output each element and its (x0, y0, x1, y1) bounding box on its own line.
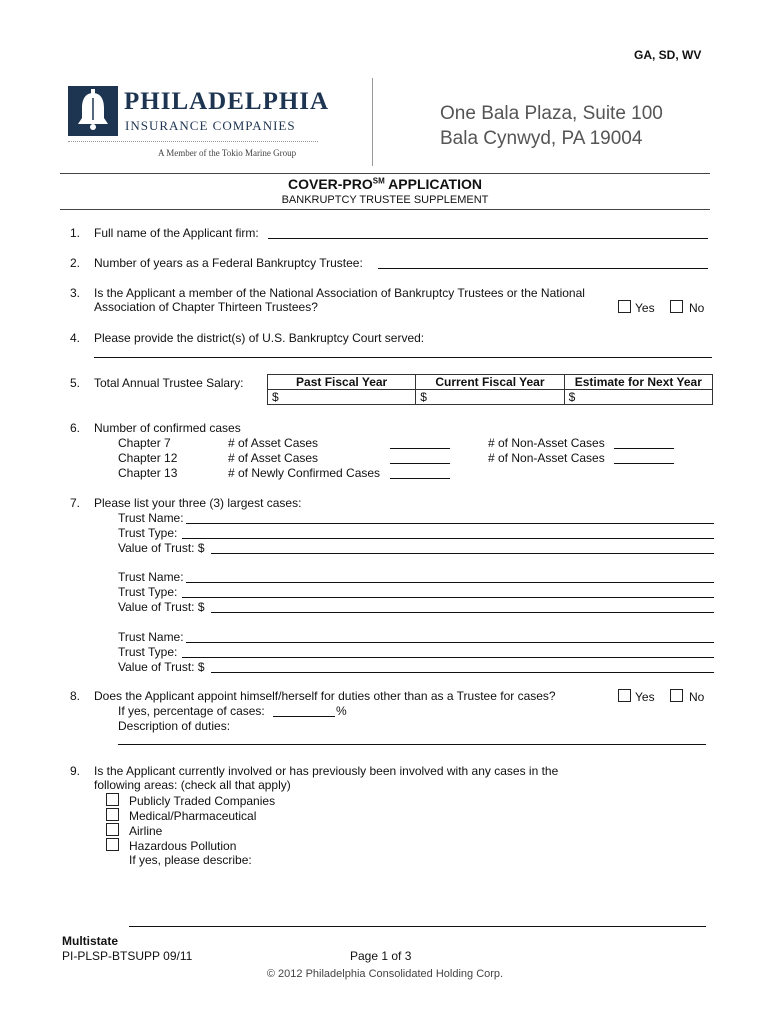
q3-no-label: No (689, 301, 705, 315)
q8-no-checkbox[interactable] (670, 689, 683, 702)
q8-label: Does the Applicant appoint himself/herself for duties other than as a Trustee for cases? (94, 689, 556, 703)
title-rule-bottom (60, 209, 710, 210)
q9-medical-label: Medical/Pharmaceutical (129, 809, 257, 823)
ch13-newly-field[interactable] (390, 478, 450, 479)
salary-table (267, 374, 713, 405)
ch12-asset-field[interactable] (390, 463, 450, 464)
q7-number: 7. (69, 496, 80, 510)
q4-label: Please provide the district(s) of U.S. Bankruptcy Court served: (94, 331, 425, 345)
address-line1: One Bala Plaza, Suite 100 (440, 103, 663, 124)
q3-number: 3. (69, 286, 80, 300)
q3-no-option[interactable] (670, 300, 704, 315)
case2-type-field[interactable] (182, 597, 714, 598)
q9-pollution-checkbox[interactable] (106, 838, 119, 851)
ch7-label: Chapter 7 (118, 436, 171, 450)
q3-yes-label: Yes (635, 301, 655, 315)
liberty-bell-icon (68, 86, 118, 136)
q3-label-line1: Is the Applicant a member of the National Association of Bankruptcy Trustees or the National (94, 286, 585, 300)
ch12-nonasset-field[interactable] (614, 463, 674, 464)
q3-label-line2: Association of Chapter Thirteen Trustees? (94, 300, 318, 314)
q8-no-label: No (689, 690, 705, 704)
footer-form-id: PI-PLSP-BTSUPP 09/11 (62, 949, 193, 963)
q9-option-pollution[interactable] (106, 838, 236, 853)
q1-label: Full name of the Applicant firm: (94, 226, 259, 240)
q9-number: 9. (69, 764, 80, 778)
q6-label: Number of confirmed cases (94, 421, 241, 435)
q8-description-field[interactable] (118, 744, 706, 745)
q9-option-public[interactable] (106, 793, 275, 808)
q2-label: Number of years as a Federal Bankruptcy Trustee: (94, 256, 363, 270)
q4-districts-field[interactable] (94, 357, 712, 358)
case3-value-field[interactable] (211, 672, 714, 673)
q9-describe-label: If yes, please describe: (129, 853, 252, 867)
q6-number: 6. (69, 421, 80, 435)
case2-name-label: Trust Name: (118, 570, 184, 584)
ch7-nonasset-label: # of Non-Asset Cases (488, 436, 605, 450)
q3-yes-option[interactable] (618, 300, 655, 315)
q3-no-checkbox[interactable] (670, 300, 683, 313)
page-subtitle: BANKRUPTCY TRUSTEE SUPPLEMENT (281, 194, 489, 206)
page-title (0, 176, 770, 192)
q9-public-label: Publicly Traded Companies (129, 794, 276, 808)
salary-current-field[interactable] (416, 390, 564, 405)
case3-type-label: Trust Type: (118, 645, 178, 659)
case3-value-label: Value of Trust: $ (118, 660, 205, 674)
case1-name-field[interactable] (186, 523, 714, 524)
page-title-a: COVER-PRO (287, 176, 373, 192)
ch12-asset-label: # of Asset Cases (228, 451, 319, 465)
ch7-asset-label: # of Asset Cases (228, 436, 319, 450)
salary-col-current: Current Fiscal Year (416, 375, 564, 390)
states-label: GA, SD, WV (634, 48, 702, 62)
q9-airline-label: Airline (129, 824, 163, 838)
q9-medical-checkbox[interactable] (106, 808, 119, 821)
q9-pollution-label: Hazardous Pollution (129, 839, 237, 853)
q7-label: Please list your three (3) largest cases: (94, 496, 302, 510)
q1-applicant-name-field[interactable] (268, 238, 708, 239)
q4-number: 4. (69, 331, 80, 345)
q3-yes-checkbox[interactable] (618, 300, 631, 313)
q8-description-label: Description of duties: (118, 719, 231, 733)
case1-type-label: Trust Type: (118, 526, 178, 540)
case3-name-label: Trust Name: (118, 630, 184, 644)
ch12-label: Chapter 12 (118, 451, 178, 465)
member-text: A Member of the Tokio Marine Group (158, 148, 297, 158)
q8-yes-option[interactable] (618, 689, 655, 704)
case2-name-field[interactable] (186, 582, 714, 583)
ch7-asset-field[interactable] (390, 448, 450, 449)
case1-type-field[interactable] (182, 538, 714, 539)
currency-sign: $ (420, 390, 427, 404)
company-logo (68, 86, 330, 162)
case1-value-label: Value of Trust: $ (118, 541, 205, 555)
currency-sign: $ (272, 390, 279, 404)
q8-percentage-label: If yes, percentage of cases: (118, 704, 265, 718)
salary-past-field[interactable] (268, 390, 416, 405)
q8-number: 8. (69, 689, 80, 703)
q5-label: Total Annual Trustee Salary: (94, 376, 244, 390)
case3-name-field[interactable] (186, 642, 714, 643)
q8-percentage-field[interactable] (273, 716, 335, 717)
currency-sign: $ (568, 390, 576, 404)
ch13-label: Chapter 13 (118, 466, 178, 480)
case2-value-field[interactable] (211, 612, 714, 613)
q9-label-line2: following areas: (check all that apply) (94, 778, 291, 792)
service-mark: SM (372, 176, 385, 186)
salary-next-field[interactable] (564, 390, 712, 405)
company-name-line2: INSURANCE COMPANIES (125, 118, 296, 133)
header-divider (372, 78, 373, 166)
case1-value-field[interactable] (211, 553, 714, 554)
q8-percent-sign: % (336, 704, 347, 718)
case1-name-label: Trust Name: (118, 511, 184, 525)
q9-option-airline[interactable] (106, 823, 162, 838)
q9-option-medical[interactable] (106, 808, 256, 823)
case2-type-label: Trust Type: (118, 585, 178, 599)
ch12-nonasset-label: # of Non-Asset Cases (488, 451, 605, 465)
case3-type-field[interactable] (182, 657, 714, 658)
footer-multistate: Multistate (62, 934, 119, 948)
case2-value-label: Value of Trust: $ (118, 600, 205, 614)
q2-number: 2. (69, 256, 80, 270)
q9-describe-field[interactable] (129, 926, 706, 927)
ch7-nonasset-field[interactable] (614, 448, 674, 449)
page-title-b: APPLICATION (384, 176, 483, 192)
address-line2: Bala Cynwyd, PA 19004 (440, 128, 643, 149)
logo-rule (68, 141, 318, 142)
ch13-newly-label: # of Newly Confirmed Cases (228, 466, 381, 480)
footer-copyright: © 2012 Philadelphia Consolidated Holding Corp. (266, 968, 504, 980)
title-rule-top (60, 173, 710, 174)
q9-label-line1: Is the Applicant currently involved or has previously been involved with any cases in the (94, 764, 559, 778)
q9-airline-checkbox[interactable] (106, 823, 119, 836)
q8-yes-checkbox[interactable] (618, 689, 631, 702)
q9-public-checkbox[interactable] (106, 793, 119, 806)
salary-col-next: Estimate for Next Year (564, 375, 712, 390)
q1-number: 1. (69, 226, 80, 240)
q8-no-option[interactable] (670, 689, 704, 704)
q8-yes-label: Yes (635, 690, 655, 704)
q2-years-field[interactable] (378, 268, 708, 269)
footer-page-number: Page 1 of 3 (350, 949, 412, 963)
salary-col-past: Past Fiscal Year (268, 375, 416, 390)
company-name-line1: PHILADELPHIA (124, 88, 330, 115)
q5-number: 5. (69, 376, 80, 390)
